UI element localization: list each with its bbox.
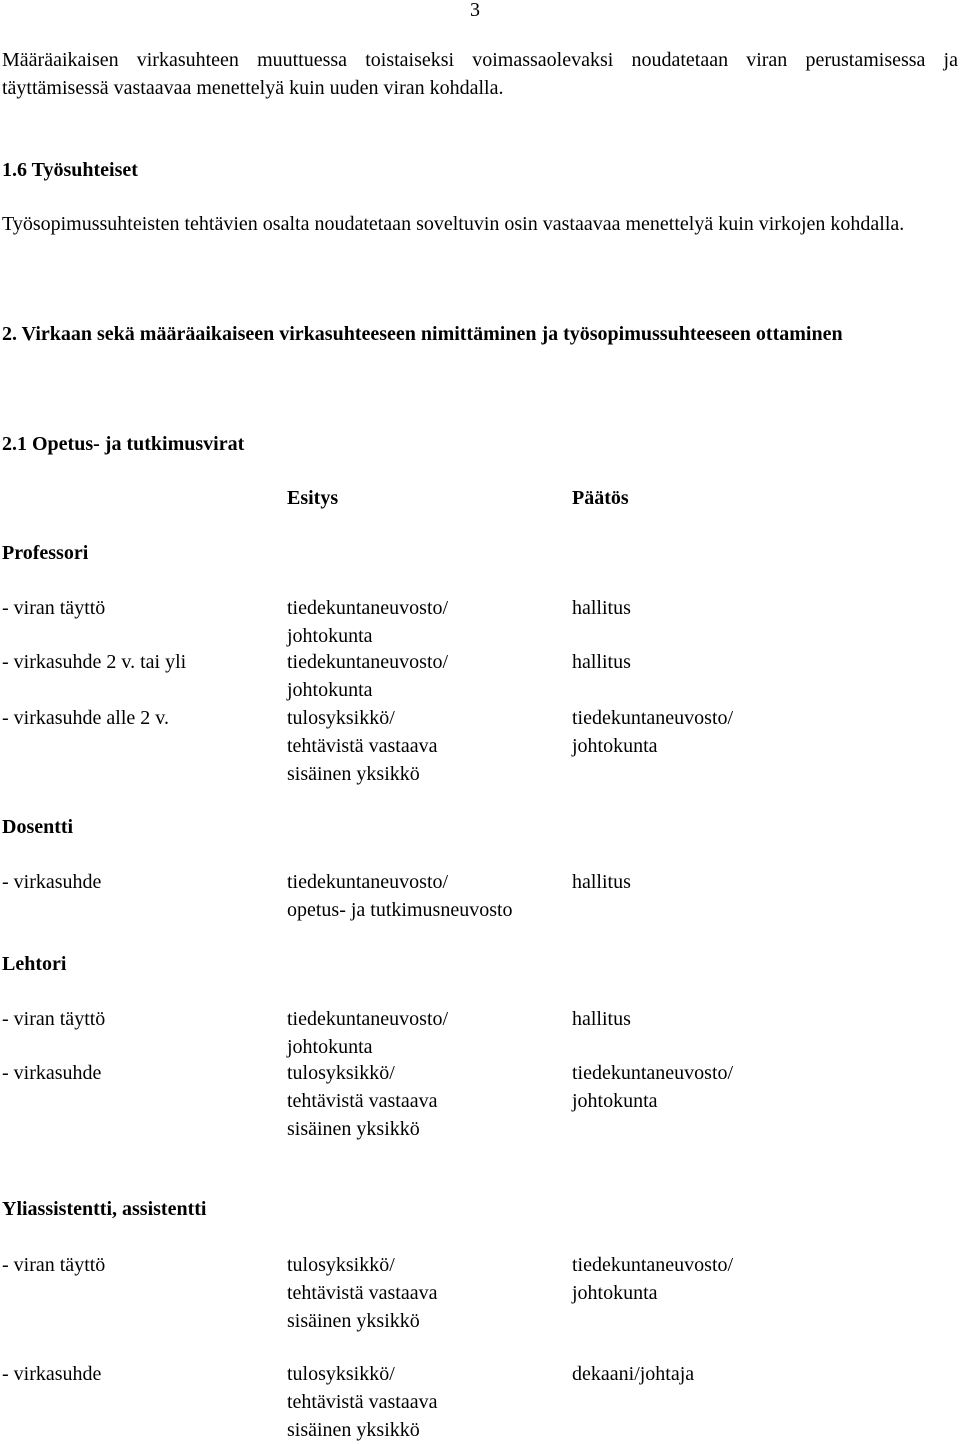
- paatos-line: hallitus: [572, 871, 631, 893]
- row-esitys: [287, 1251, 438, 1335]
- esitys-line: tehtävistä vastaava: [287, 735, 438, 757]
- esitys-line: tiedekuntaneuvosto/: [287, 871, 449, 893]
- esitys-line: tiedekuntaneuvosto/: [287, 651, 449, 673]
- row-paatos: [572, 704, 733, 760]
- row-esitys: [287, 704, 438, 788]
- esitys-line: johtokunta: [287, 1036, 373, 1058]
- group-title-professori: Professori: [2, 542, 89, 564]
- row-paatos: [572, 1360, 694, 1388]
- esitys-line: opetus- ja tutkimusneuvosto: [287, 899, 513, 921]
- section-2-1-heading: 2.1 Opetus- ja tutkimusvirat: [2, 433, 245, 455]
- intro-paragraph: Määräaikaisen virkasuhteen muuttuessa toistaiseksi voimassaolevaksi noudatetaan viran perustamisessa ja täyttämisessä vastaavaa menettelyä kuin uuden viran kohdalla.: [2, 49, 958, 99]
- group-title-lehtori: Lehtori: [2, 953, 67, 975]
- esitys-line: tehtävistä vastaava: [287, 1090, 438, 1112]
- section-2-heading: 2. Virkaan sekä määräaikaiseen virkasuhteeseen nimittäminen ja työsopimussuhteeseen ottaminen: [2, 323, 843, 345]
- paatos-line: hallitus: [572, 597, 631, 619]
- row-label: - virkasuhde 2 v. tai yli: [2, 651, 187, 673]
- paatos-line: johtokunta: [572, 735, 658, 757]
- esitys-line: tehtävistä vastaava: [287, 1282, 438, 1304]
- row-label: - viran täyttö: [2, 1254, 106, 1276]
- esitys-line: sisäinen yksikkö: [287, 763, 420, 785]
- row-label: - virkasuhde alle 2 v.: [2, 707, 169, 729]
- row-label: - viran täyttö: [2, 597, 106, 619]
- group-title-dosentti: Dosentti: [2, 816, 74, 838]
- group-title-yliassistentti: Yliassistentti, assistentti: [2, 1198, 207, 1220]
- paatos-line: hallitus: [572, 1008, 631, 1030]
- row-paatos: [572, 1005, 631, 1033]
- row-esitys: [287, 1059, 438, 1143]
- paatos-line: tiedekuntaneuvosto/: [572, 1062, 734, 1084]
- paatos-line: tiedekuntaneuvosto/: [572, 1254, 734, 1276]
- esitys-line: tulosyksikkö/: [287, 1062, 395, 1084]
- esitys-line: tehtävistä vastaava: [287, 1391, 438, 1413]
- row-paatos: [572, 1251, 733, 1307]
- section-1-6-heading: 1.6 Työsuhteiset: [2, 159, 138, 181]
- paatos-line: johtokunta: [572, 1282, 658, 1304]
- row-label: - viran täyttö: [2, 1008, 106, 1030]
- row-esitys: [287, 594, 448, 650]
- esitys-line: tiedekuntaneuvosto/: [287, 597, 449, 619]
- row-esitys: [287, 1005, 448, 1061]
- esitys-line: sisäinen yksikkö: [287, 1118, 420, 1140]
- esitys-line: tulosyksikkö/: [287, 1363, 395, 1385]
- row-label: - virkasuhde: [2, 1363, 102, 1385]
- row-paatos: [572, 1059, 733, 1115]
- esitys-line: tiedekuntaneuvosto/: [287, 1008, 449, 1030]
- column-header-esitys: Esitys: [287, 487, 339, 509]
- esitys-line: tulosyksikkö/: [287, 1254, 395, 1276]
- row-esitys: [287, 868, 513, 924]
- row-paatos: [572, 868, 631, 896]
- row-label: - virkasuhde: [2, 1062, 102, 1084]
- row-paatos: [572, 648, 631, 676]
- esitys-line: tulosyksikkö/: [287, 707, 395, 729]
- paatos-line: johtokunta: [572, 1090, 658, 1112]
- paatos-line: dekaani/johtaja: [572, 1363, 695, 1385]
- esitys-line: johtokunta: [287, 679, 373, 701]
- esitys-line: sisäinen yksikkö: [287, 1419, 420, 1441]
- section-1-6-text: Työsopimussuhteisten tehtävien osalta noudatetaan soveltuvin osin vastaavaa menettelyä kuin virkojen kohdalla.: [2, 213, 905, 235]
- row-esitys: [287, 648, 448, 704]
- paatos-line: hallitus: [572, 651, 631, 673]
- row-esitys: [287, 1360, 438, 1444]
- page-number: 3: [470, 0, 480, 21]
- esitys-line: sisäinen yksikkö: [287, 1310, 420, 1332]
- column-header-paatos: Päätös: [572, 487, 629, 509]
- row-label: - virkasuhde: [2, 871, 102, 893]
- paatos-line: tiedekuntaneuvosto/: [572, 707, 734, 729]
- esitys-line: johtokunta: [287, 625, 373, 647]
- row-paatos: [572, 594, 631, 622]
